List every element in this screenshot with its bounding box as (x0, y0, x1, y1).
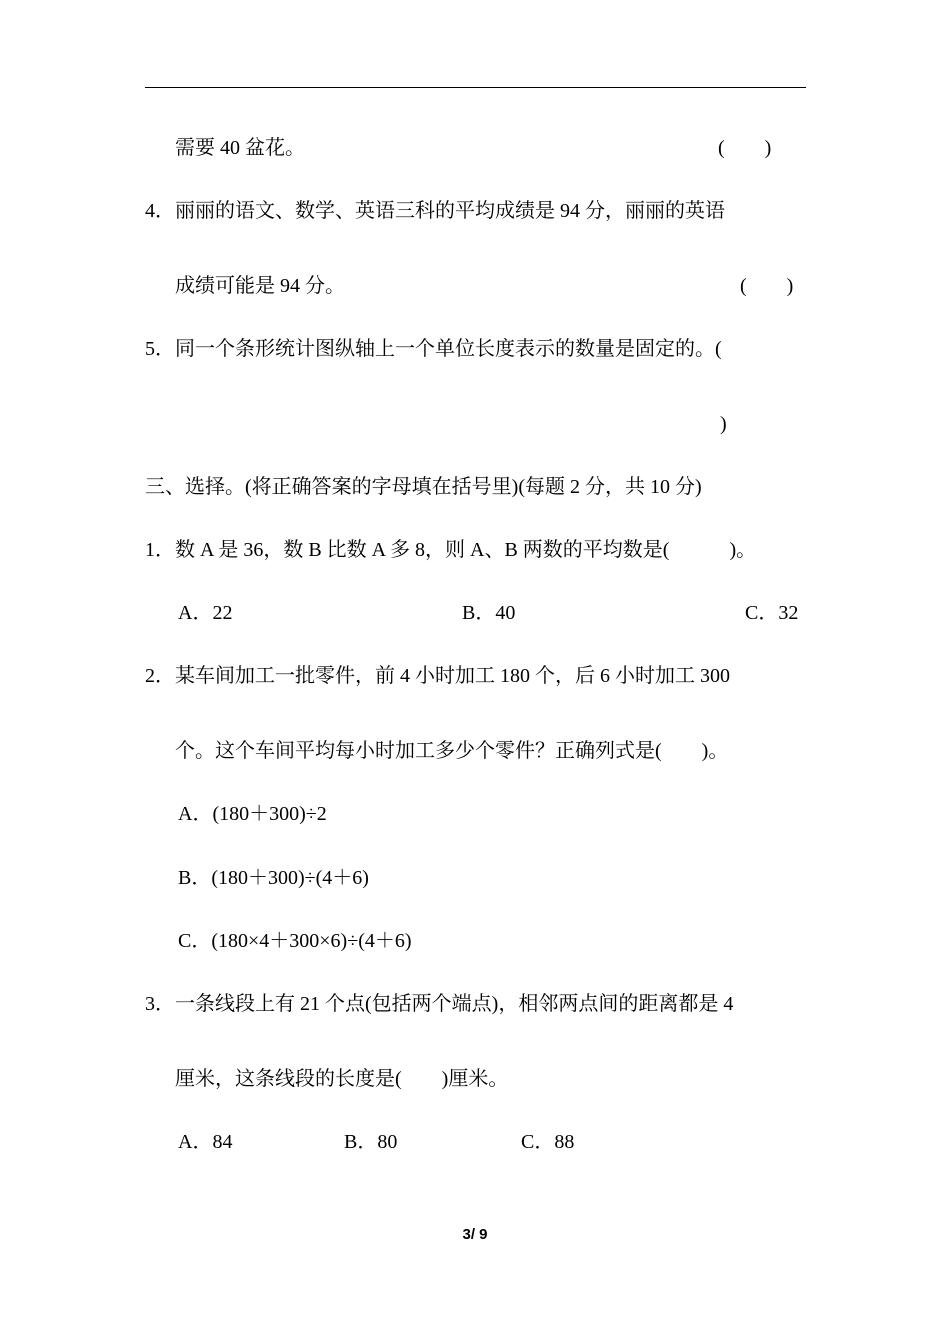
choice-q3-option-a: A．84 (178, 1131, 233, 1153)
choice-q2-stem-line2: 个。这个车间平均每小时加工多少个零件？正确列式是( )。 (175, 740, 729, 762)
judge-q5-close-paren: ) (720, 413, 727, 435)
judge-q5-line1: 5．同一个条形统计图纵轴上一个单位长度表示的数量是固定的。( (145, 338, 722, 360)
choice-q1-stem: 1．数 A 是 36，数 B 比数 A 多 8，则 A、B 两数的平均数是( )。 (145, 539, 757, 561)
choice-q2-option-c: C．(180×4＋300×6)÷(4＋6) (178, 930, 412, 952)
judge-q3-continuation: 需要 40 盆花。 (175, 137, 305, 159)
choice-q2-option-a: A．(180＋300)÷2 (178, 803, 327, 825)
choice-q1-option-a: A．22 (178, 602, 233, 624)
choice-q3-stem-line2: 厘米，这条线段的长度是( )厘米。 (175, 1068, 509, 1090)
judge-q4-answer-paren: ( ) (740, 275, 794, 297)
judge-q3-answer-paren: ( ) (718, 137, 772, 159)
choice-q3-option-b: B．80 (344, 1131, 398, 1153)
choice-q3-stem-line1: 3．一条线段上有 21 个点(包括两个端点)，相邻两点间的距离都是 4 (145, 993, 734, 1015)
choice-q1-option-b: B．40 (462, 602, 516, 624)
header-rule (145, 87, 806, 88)
choice-q2-stem-line1: 2．某车间加工一批零件，前 4 小时加工 180 个，后 6 小时加工 300 (145, 665, 730, 687)
choice-q1-option-c: C．32 (745, 602, 799, 624)
choice-section-heading: 三、选择。(将正确答案的字母填在括号里)(每题 2 分，共 10 分) (145, 476, 702, 498)
judge-q4-line1: 4．丽丽的语文、数学、英语三科的平均成绩是 94 分，丽丽的英语 (145, 200, 725, 222)
choice-q2-option-b: B．(180＋300)÷(4＋6) (178, 867, 369, 889)
judge-q4-line2: 成绩可能是 94 分。 (175, 275, 345, 297)
choice-q3-option-c: C．88 (521, 1131, 575, 1153)
page-number: 3/ 9 (462, 1226, 488, 1243)
